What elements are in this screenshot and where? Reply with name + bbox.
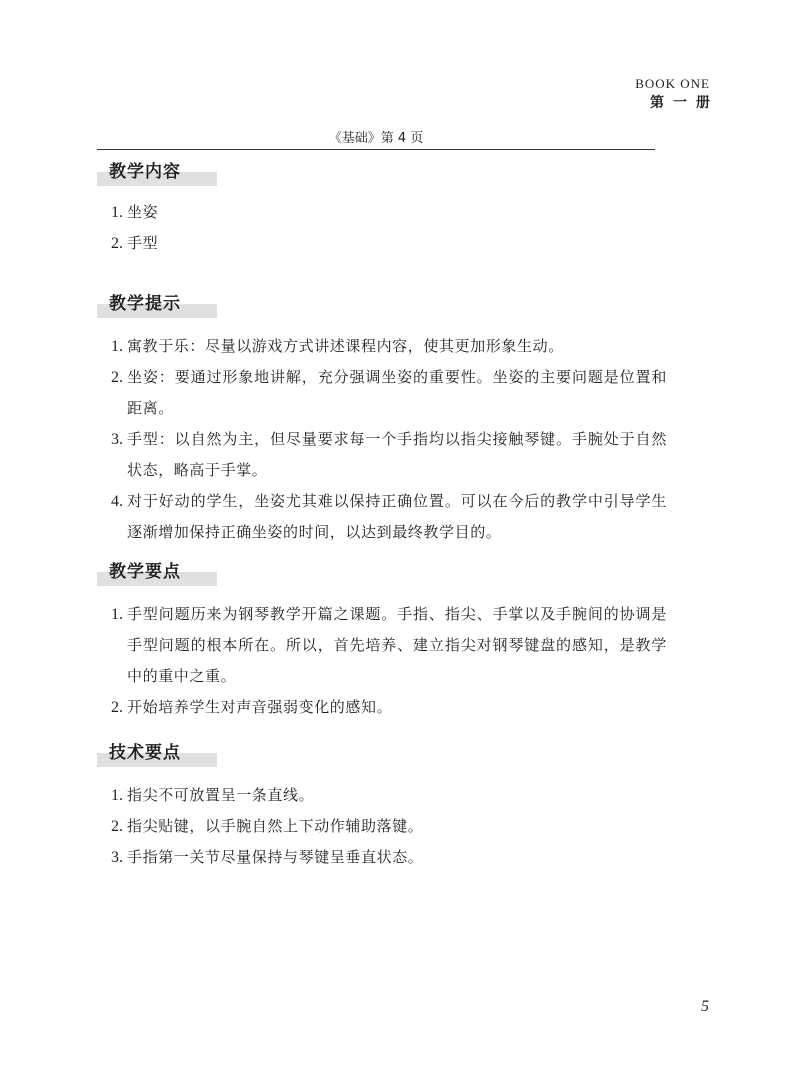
item-number: 1. [111,606,123,623]
item-number: 3. [111,431,123,448]
book-title-chinese: 第一册 [650,95,719,111]
item-number: 2. [111,235,123,252]
item-list [97,197,667,259]
list-item [97,599,667,692]
item-list [97,331,667,548]
list-item [97,842,667,873]
section-title: 教学要点 [97,559,217,583]
item-text: 手型：以自然为主，但尽量要求每一个手指均以指尖接触琴键。手腕处于自然状态，略高于手掌。 [127,430,667,479]
list-item [97,780,667,811]
section-teaching-key-points [97,559,667,723]
item-text: 指尖不可放置呈一条直线。 [127,786,315,804]
list-item [97,486,667,548]
page-number: 5 [701,998,709,1015]
item-number: 2. [111,699,123,716]
item-text: 对于好动的学生，坐姿尤其难以保持正确位置。可以在今后的教学中引导学生逐渐增加保持正确坐姿的时间，以达到最终教学目的。 [127,492,667,541]
item-number: 1. [111,787,123,804]
item-number: 1. [111,338,123,355]
item-text: 坐姿：要通过形象地讲解，充分强调坐姿的重要性。坐姿的主要问题是位置和距离。 [127,368,667,417]
section-technical-points [97,740,667,873]
section-title: 教学提示 [97,291,217,315]
list-item [97,811,667,842]
item-text: 手型 [127,234,159,252]
item-number: 2. [111,369,123,386]
item-text: 开始培养学生对声音强弱变化的感知。 [127,698,393,716]
item-text: 坐姿 [127,203,159,221]
section-title: 技术要点 [97,740,217,764]
source-reference: 《基础》第 4 页 [97,131,655,150]
list-item [97,197,667,228]
item-text: 手指第一关节尽量保持与琴键呈垂直状态。 [127,848,424,866]
running-head [635,76,719,114]
item-text: 指尖贴键，以手腕自然上下动作辅助落键。 [127,817,424,835]
list-item [97,228,667,259]
list-item [97,424,667,486]
book-title-english: BOOK ONE [635,76,710,91]
section-teaching-content [97,159,667,259]
item-number: 2. [111,818,123,835]
list-item [97,692,667,723]
item-text: 手型问题历来为钢琴教学开篇之课题。手指、指尖、手掌以及手腕间的协调是手型问题的根本所在。所以，首先培养、建立指尖对钢琴键盘的感知，是教学中的重中之重。 [127,605,667,685]
section-teaching-tips [97,291,667,548]
item-number: 4. [111,493,123,510]
section-title: 教学内容 [97,159,217,183]
list-item [97,331,667,362]
item-number: 3. [111,849,123,866]
item-list [97,780,667,873]
list-item [97,362,667,424]
item-text: 寓教于乐：尽量以游戏方式讲述课程内容，使其更加形象生动。 [127,337,564,355]
item-list [97,599,667,723]
item-number: 1. [111,204,123,221]
